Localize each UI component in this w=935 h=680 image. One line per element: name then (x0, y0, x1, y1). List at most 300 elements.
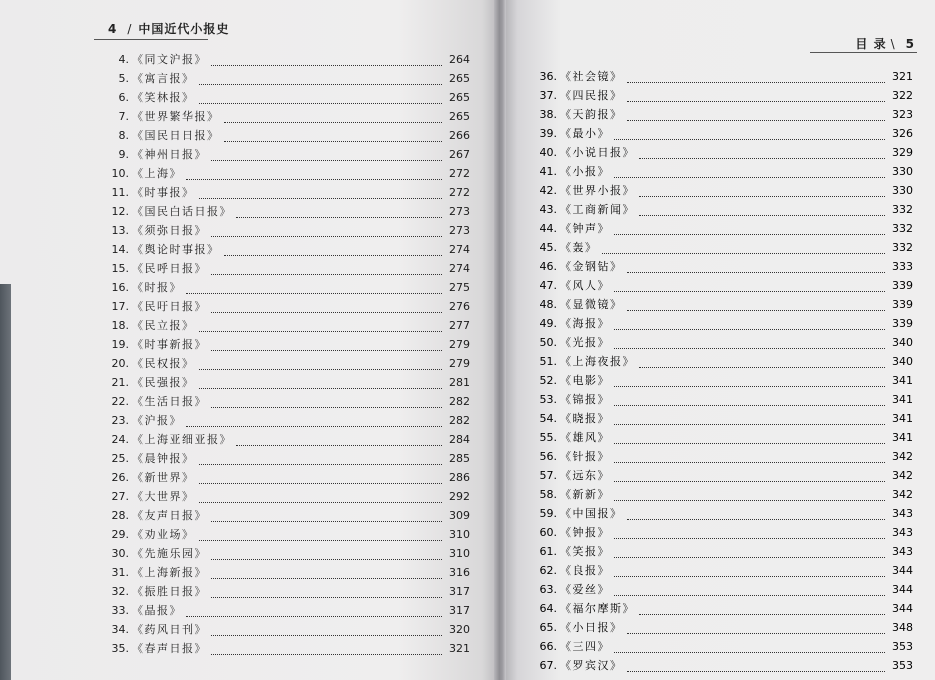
dot-leader (614, 284, 885, 292)
entry-page-number: 281 (449, 376, 470, 389)
entry-title: 《世界繁华报》 (132, 110, 220, 123)
entry-title: 《民立报》 (132, 319, 195, 332)
book-gutter (494, 0, 506, 680)
dot-leader (627, 303, 886, 311)
dot-leader (627, 94, 886, 102)
entry-page-number: 286 (449, 471, 470, 484)
entry-title: 《金钢钻》 (560, 260, 623, 273)
entry-number: 54. (539, 412, 557, 425)
toc-entry (528, 314, 913, 333)
entry-number: 45. (539, 241, 557, 254)
entry-page-number: 340 (892, 355, 913, 368)
toc-entry (528, 143, 913, 162)
entry-title: 《远东》 (560, 469, 610, 482)
entry-page-number: 348 (892, 621, 913, 634)
entry-page-number: 273 (449, 224, 470, 237)
entry-title: 《雄风》 (560, 431, 610, 444)
toc-entry (100, 620, 470, 639)
dot-leader (211, 343, 442, 351)
entry-title: 《罗宾汉》 (560, 659, 623, 672)
entry-title: 《民吁日报》 (132, 300, 207, 313)
entry-page-number: 341 (892, 374, 913, 387)
entry-page-number: 282 (449, 414, 470, 427)
entry-title: 《笑报》 (560, 545, 610, 558)
toc-entry (100, 468, 470, 487)
dot-leader (627, 664, 886, 672)
toc-entry (100, 639, 470, 658)
dot-leader (199, 457, 443, 465)
entry-number: 24. (111, 433, 129, 446)
entry-number: 19. (111, 338, 129, 351)
dot-leader (614, 322, 885, 330)
toc-entry (528, 523, 913, 542)
toc-entry (528, 124, 913, 143)
entry-page-number: 277 (449, 319, 470, 332)
toc-entry (528, 447, 913, 466)
entry-title: 《同文沪报》 (132, 53, 207, 66)
entry-title: 《劝业场》 (132, 528, 195, 541)
entry-page-number: 292 (449, 490, 470, 503)
entry-number: 67. (539, 659, 557, 672)
entry-title: 《钟报》 (560, 526, 610, 539)
entry-number: 9. (118, 148, 129, 161)
entry-title: 《时报》 (132, 281, 182, 294)
entry-number: 42. (539, 184, 557, 197)
dot-leader (614, 227, 885, 235)
entry-number: 43. (539, 203, 557, 216)
dot-leader (627, 113, 886, 121)
entry-title: 《爱丝》 (560, 583, 610, 596)
entry-page-number: 285 (449, 452, 470, 465)
entry-page-number: 310 (449, 528, 470, 541)
entry-number: 49. (539, 317, 557, 330)
entry-title: 《福尔摩斯》 (560, 602, 635, 615)
dot-leader (211, 229, 442, 237)
left-head-title: 中国近代小报史 (138, 22, 230, 36)
entry-number: 63. (539, 583, 557, 596)
entry-number: 65. (539, 621, 557, 634)
toc-entry (100, 297, 470, 316)
entry-title: 《三四》 (560, 640, 610, 653)
toc-entry (528, 352, 913, 371)
entry-number: 50. (539, 336, 557, 349)
dot-leader (211, 305, 442, 313)
toc-entry (100, 487, 470, 506)
entry-number: 8. (118, 129, 129, 142)
entry-number: 7. (118, 110, 129, 123)
toc-entry (100, 221, 470, 240)
entry-page-number: 342 (892, 469, 913, 482)
right-head-title: 目 录 (855, 37, 887, 51)
right-page-number: 5 (905, 37, 915, 51)
entry-page-number: 273 (449, 205, 470, 218)
entry-page-number: 339 (892, 279, 913, 292)
entry-number: 5. (118, 72, 129, 85)
toc-entry (100, 582, 470, 601)
entry-title: 《电影》 (560, 374, 610, 387)
entry-number: 17. (111, 300, 129, 313)
entry-title: 《春声日报》 (132, 642, 207, 655)
entry-number: 6. (118, 91, 129, 104)
dot-leader (211, 552, 442, 560)
entry-page-number: 343 (892, 526, 913, 539)
entry-title: 《世界小报》 (560, 184, 635, 197)
toc-entry (528, 618, 913, 637)
toc-entry (528, 428, 913, 447)
entry-number: 46. (539, 260, 557, 273)
toc-entry (100, 563, 470, 582)
toc-entry (100, 164, 470, 183)
entry-number: 37. (539, 89, 557, 102)
entry-title: 《大世界》 (132, 490, 195, 503)
entry-page-number: 329 (892, 146, 913, 159)
entry-page-number: 309 (449, 509, 470, 522)
entry-page-number: 341 (892, 393, 913, 406)
toc-entry (528, 466, 913, 485)
entry-number: 53. (539, 393, 557, 406)
entry-number: 20. (111, 357, 129, 370)
entry-number: 30. (111, 547, 129, 560)
dot-leader (199, 362, 443, 370)
toc-entry (100, 240, 470, 259)
entry-title: 《小日报》 (560, 621, 623, 634)
entry-title: 《上海》 (132, 167, 182, 180)
right-head-separator: \ (890, 37, 896, 51)
dot-leader (211, 647, 442, 655)
entry-number: 52. (539, 374, 557, 387)
dot-leader (614, 455, 885, 463)
entry-page-number: 265 (449, 72, 470, 85)
toc-entry (100, 107, 470, 126)
entry-title: 《上海夜报》 (560, 355, 635, 368)
entry-title: 《生活日报》 (132, 395, 207, 408)
entry-number: 22. (111, 395, 129, 408)
toc-entry (528, 276, 913, 295)
dot-leader (186, 609, 442, 617)
entry-title: 《钟声》 (560, 222, 610, 235)
toc-entry (100, 126, 470, 145)
entry-title: 《国民日日报》 (132, 129, 220, 142)
entry-page-number: 310 (449, 547, 470, 560)
entry-number: 64. (539, 602, 557, 615)
entry-number: 60. (539, 526, 557, 539)
toc-entry (100, 430, 470, 449)
dot-leader (199, 533, 443, 541)
entry-page-number: 332 (892, 203, 913, 216)
entry-number: 4. (118, 53, 129, 66)
toc-entry (528, 504, 913, 523)
dot-leader (211, 571, 442, 579)
dot-leader (211, 514, 442, 522)
entry-number: 33. (111, 604, 129, 617)
entry-number: 14. (111, 243, 129, 256)
toc-entry (100, 278, 470, 297)
entry-page-number: 343 (892, 545, 913, 558)
entry-page-number: 339 (892, 317, 913, 330)
entry-number: 10. (111, 167, 129, 180)
toc-entry (528, 599, 913, 618)
dot-leader (211, 400, 442, 408)
dot-leader (186, 419, 442, 427)
entry-page-number: 279 (449, 338, 470, 351)
dot-leader (236, 210, 442, 218)
dot-leader (186, 286, 442, 294)
entry-page-number: 265 (449, 110, 470, 123)
entry-page-number: 326 (892, 127, 913, 140)
entry-page-number: 267 (449, 148, 470, 161)
dot-leader (627, 75, 886, 83)
toc-entry (100, 544, 470, 563)
toc-entry (528, 162, 913, 181)
dot-leader (614, 341, 885, 349)
entry-page-number: 333 (892, 260, 913, 273)
entry-number: 26. (111, 471, 129, 484)
dot-leader (614, 550, 885, 558)
entry-title: 《轰》 (560, 241, 598, 254)
entry-title: 《针报》 (560, 450, 610, 463)
entry-title: 《舆论时事报》 (132, 243, 220, 256)
entry-page-number: 317 (449, 585, 470, 598)
toc-entry (100, 392, 470, 411)
entry-title: 《时事新报》 (132, 338, 207, 351)
entry-title: 《四民报》 (560, 89, 623, 102)
entry-title: 《社会镜》 (560, 70, 623, 83)
entry-title: 《工商新闻》 (560, 203, 635, 216)
entry-page-number: 339 (892, 298, 913, 311)
dot-leader (211, 153, 442, 161)
entry-page-number: 279 (449, 357, 470, 370)
toc-entry (528, 656, 913, 675)
entry-number: 21. (111, 376, 129, 389)
entry-title: 《沪报》 (132, 414, 182, 427)
toc-entry (528, 219, 913, 238)
entry-title: 《民呼日报》 (132, 262, 207, 275)
dot-leader (602, 246, 886, 254)
entry-title: 《良报》 (560, 564, 610, 577)
entry-number: 16. (111, 281, 129, 294)
entry-title: 《药风日刊》 (132, 623, 207, 636)
entry-title: 《上海亚细亚报》 (132, 433, 232, 446)
dot-leader (639, 151, 885, 159)
entry-number: 12. (111, 205, 129, 218)
dot-leader (627, 265, 886, 273)
entry-page-number: 316 (449, 566, 470, 579)
dot-leader (199, 476, 443, 484)
entry-title: 《小说日报》 (560, 146, 635, 159)
dot-leader (614, 132, 885, 140)
dot-leader (614, 493, 885, 501)
entry-page-number: 323 (892, 108, 913, 121)
entry-number: 66. (539, 640, 557, 653)
entry-number: 29. (111, 528, 129, 541)
toc-entry (100, 449, 470, 468)
entry-title: 《寓言报》 (132, 72, 195, 85)
left-page-number: 4 (108, 22, 118, 36)
entry-number: 61. (539, 545, 557, 558)
dot-leader (627, 626, 886, 634)
entry-title: 《晓报》 (560, 412, 610, 425)
entry-title: 《须弥日报》 (132, 224, 207, 237)
entry-page-number: 274 (449, 262, 470, 275)
toc-entry (100, 601, 470, 620)
entry-title: 《新世界》 (132, 471, 195, 484)
toc-entry (100, 145, 470, 164)
entry-number: 44. (539, 222, 557, 235)
entry-page-number: 353 (892, 659, 913, 672)
entry-page-number: 284 (449, 433, 470, 446)
entry-page-number: 342 (892, 450, 913, 463)
toc-entry (528, 390, 913, 409)
entry-page-number: 282 (449, 395, 470, 408)
toc-entry (100, 202, 470, 221)
dot-leader (186, 172, 442, 180)
entry-page-number: 332 (892, 241, 913, 254)
entry-page-number: 340 (892, 336, 913, 349)
toc-entry (100, 183, 470, 202)
dot-leader (614, 398, 885, 406)
entry-page-number: 344 (892, 564, 913, 577)
entry-title: 《小报》 (560, 165, 610, 178)
right-running-head (855, 35, 915, 52)
entry-title: 《上海新报》 (132, 566, 207, 579)
entry-title: 《新新》 (560, 488, 610, 501)
entry-title: 《友声日报》 (132, 509, 207, 522)
entry-title: 《中国报》 (560, 507, 623, 520)
entry-title: 《锦报》 (560, 393, 610, 406)
entry-number: 40. (539, 146, 557, 159)
toc-entry (528, 371, 913, 390)
dot-leader (211, 58, 442, 66)
entry-number: 32. (111, 585, 129, 598)
dot-leader (614, 170, 885, 178)
entry-number: 59. (539, 507, 557, 520)
right-head-rule (810, 52, 917, 53)
entry-number: 23. (111, 414, 129, 427)
entry-number: 25. (111, 452, 129, 465)
toc-entry (100, 335, 470, 354)
entry-page-number: 275 (449, 281, 470, 294)
toc-entry (528, 542, 913, 561)
entry-page-number: 321 (892, 70, 913, 83)
entry-title: 《国民白话日报》 (132, 205, 232, 218)
entry-page-number: 342 (892, 488, 913, 501)
entry-page-number: 344 (892, 602, 913, 615)
entry-page-number: 330 (892, 165, 913, 178)
entry-page-number: 341 (892, 412, 913, 425)
entry-number: 15. (111, 262, 129, 275)
entry-page-number: 265 (449, 91, 470, 104)
entry-number: 62. (539, 564, 557, 577)
entry-page-number: 330 (892, 184, 913, 197)
dot-leader (639, 607, 885, 615)
entry-page-number: 266 (449, 129, 470, 142)
dot-leader (614, 436, 885, 444)
toc-entry (100, 354, 470, 373)
toc-entry (528, 67, 913, 86)
dot-leader (199, 324, 443, 332)
entry-page-number: 274 (449, 243, 470, 256)
toc-entry (100, 525, 470, 544)
dot-leader (199, 96, 443, 104)
toc-entry (100, 316, 470, 335)
entry-title: 《晨钟报》 (132, 452, 195, 465)
dot-leader (614, 474, 885, 482)
toc-entry (100, 411, 470, 430)
dot-leader (211, 267, 442, 275)
dot-leader (627, 512, 886, 520)
scanner-edge (0, 284, 11, 680)
dot-leader (614, 588, 885, 596)
entry-number: 58. (539, 488, 557, 501)
toc-entry (528, 181, 913, 200)
dot-leader (639, 208, 885, 216)
entry-page-number: 272 (449, 167, 470, 180)
entry-page-number: 343 (892, 507, 913, 520)
entry-number: 36. (539, 70, 557, 83)
entry-number: 47. (539, 279, 557, 292)
dot-leader (614, 417, 885, 425)
entry-title: 《海报》 (560, 317, 610, 330)
entry-number: 13. (111, 224, 129, 237)
dot-leader (614, 531, 885, 539)
dot-leader (224, 248, 443, 256)
toc-entry (528, 580, 913, 599)
entry-number: 39. (539, 127, 557, 140)
entry-number: 35. (111, 642, 129, 655)
toc-entry (100, 506, 470, 525)
dot-leader (199, 381, 443, 389)
entry-title: 《晶报》 (132, 604, 182, 617)
entry-title: 《先施乐园》 (132, 547, 207, 560)
toc-entry (528, 637, 913, 656)
entry-number: 31. (111, 566, 129, 579)
left-toc-list (100, 50, 470, 658)
toc-entry (100, 69, 470, 88)
toc-entry (528, 86, 913, 105)
entry-title: 《最小》 (560, 127, 610, 140)
dot-leader (614, 379, 885, 387)
dot-leader (211, 590, 442, 598)
toc-entry (100, 373, 470, 392)
dot-leader (639, 360, 885, 368)
toc-entry (528, 485, 913, 504)
entry-title: 《天韵报》 (560, 108, 623, 121)
entry-number: 48. (539, 298, 557, 311)
entry-title: 《笑林报》 (132, 91, 195, 104)
dot-leader (639, 189, 885, 197)
right-toc-list (528, 67, 913, 675)
left-running-head (108, 20, 229, 37)
left-head-rule (94, 39, 208, 40)
entry-page-number: 320 (449, 623, 470, 636)
entry-number: 27. (111, 490, 129, 503)
entry-page-number: 276 (449, 300, 470, 313)
entry-number: 41. (539, 165, 557, 178)
entry-page-number: 322 (892, 89, 913, 102)
left-head-separator: / (127, 22, 133, 36)
entry-number: 11. (111, 186, 129, 199)
entry-title: 《民权报》 (132, 357, 195, 370)
entry-title: 《风人》 (560, 279, 610, 292)
entry-page-number: 264 (449, 53, 470, 66)
entry-number: 56. (539, 450, 557, 463)
entry-title: 《振胜日报》 (132, 585, 207, 598)
toc-entry (528, 257, 913, 276)
toc-entry (528, 333, 913, 352)
dot-leader (199, 495, 443, 503)
toc-entry (528, 295, 913, 314)
entry-page-number: 341 (892, 431, 913, 444)
